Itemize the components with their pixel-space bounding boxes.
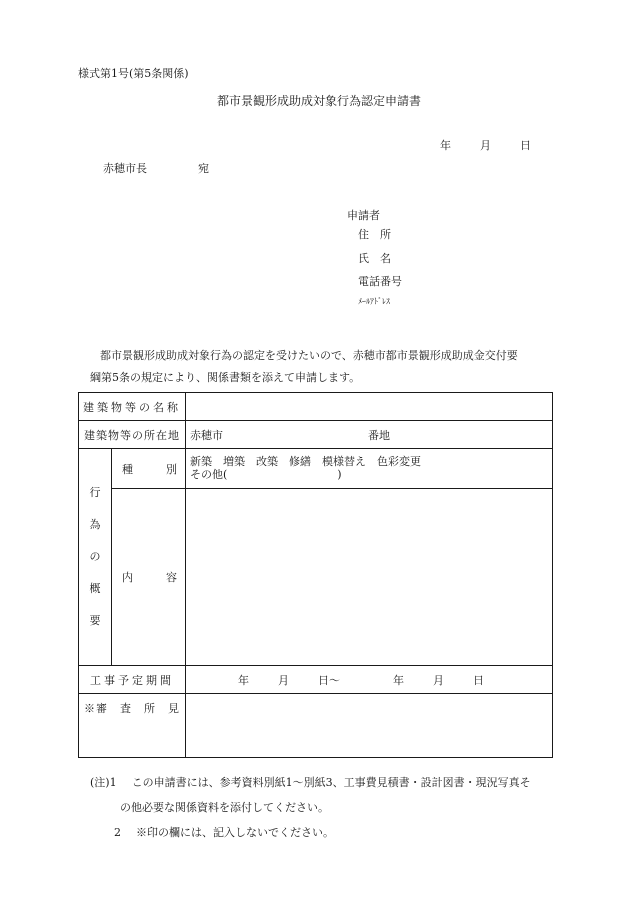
building-name-field[interactable]: [186, 393, 553, 421]
date-year: 年: [440, 139, 451, 152]
building-name-label: 建築物等の名称: [79, 393, 186, 421]
kind-field[interactable]: [186, 449, 553, 489]
building-location-field[interactable]: [186, 421, 553, 449]
date-line: [440, 137, 531, 153]
review-label: ※審 査 所 見: [79, 694, 186, 758]
application-table: [78, 392, 553, 758]
building-location-label: 建築物等の所在地: [79, 421, 186, 449]
note-2-text: ※印の欄には、記入しないでください。: [136, 826, 334, 839]
note-2-marker: 2: [114, 826, 121, 839]
review-field: [186, 694, 553, 758]
content-label: 内 容: [112, 489, 186, 666]
overview-label: 行 為 の 概 要: [79, 449, 112, 666]
location-city: 赤穂市: [190, 428, 223, 442]
note-1-line-2: の他必要な関係資料を添付してください。: [120, 801, 329, 814]
kind-options: 新築 増築 改築 修繕 模様替え 色彩変更: [190, 455, 421, 468]
body-text: [80, 345, 560, 389]
applicant-heading: 申請者: [347, 209, 380, 222]
applicant-phone-label: 電話番号: [358, 275, 402, 288]
note-1-marker: (注)1: [90, 776, 117, 789]
location-suffix: 番地: [368, 428, 390, 442]
content-field[interactable]: [186, 489, 553, 666]
date-month: 月: [480, 139, 491, 152]
kind-label: 種 別: [112, 449, 186, 489]
addressee: [103, 160, 209, 176]
applicant-address-label: 住 所: [358, 228, 391, 241]
body-line-1: 都市景観形成助成対象行為の認定を受けたいので、赤穂市都市景観形成助成金交付要: [100, 349, 518, 362]
addressee-name: 赤穂市長: [103, 162, 147, 175]
period-label: 工事予定期間: [79, 666, 186, 694]
addressee-honorific: 宛: [198, 162, 209, 175]
date-day: 日: [520, 139, 531, 152]
note-1-line-1: この申請書には、参考資料別紙1～別紙3、工事費見積書・設計図書・現況写真そ: [131, 776, 531, 789]
form-number: 様式第1号(第5条関係): [78, 67, 189, 80]
applicant-email-label: ﾒｰﾙｱﾄﾞﾚｽ: [358, 297, 390, 306]
period-field[interactable]: 年 月 日～ 年 月 日: [186, 666, 553, 694]
applicant-name-label: 氏 名: [358, 252, 391, 265]
document-title: 都市景観形成助成対象行為認定申請書: [216, 94, 421, 108]
body-line-2: 綱第5条の規定により、関係書類を添えて申請します。: [90, 371, 361, 384]
kind-other: その他( ): [190, 468, 342, 481]
notes: [90, 770, 531, 845]
